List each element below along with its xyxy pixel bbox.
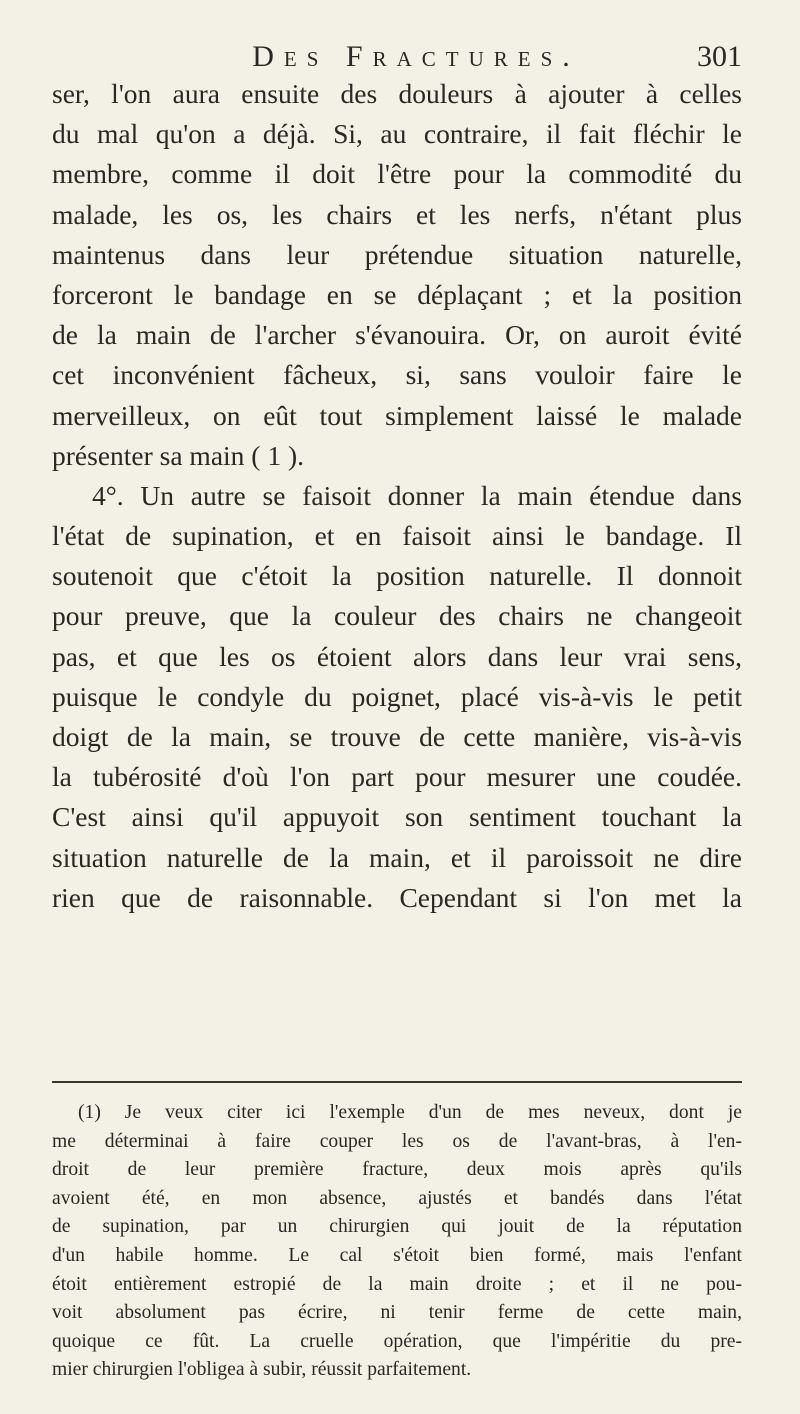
text-line: maintenus dans leur prétendue situation naturelle, [52, 238, 742, 270]
footnote-divider [52, 1081, 742, 1083]
footnote-line: avoient été, en mon absence, ajustés et bandés dans l'état [52, 1187, 742, 1209]
footnote-line: de supination, par un chirurgien qui jouit de la réputation [52, 1216, 742, 1238]
text-line: forceront le bandage en se déplaçant ; et la position [52, 278, 742, 310]
text-line: pour preuve, que la couleur des chairs ne changeoit [52, 600, 742, 632]
footnote-line: me déterminai à faire couper les os de l'avant-bras, à l'en- [52, 1130, 742, 1152]
footnote-line: mier chirurgien l'obligea à subir, réussit parfaitement. [52, 1359, 472, 1381]
footnote-line: étoit entièrement estropié de la main droite ; et il ne pou- [52, 1273, 742, 1295]
footnote-line: d'un habile homme. Le cal s'étoit bien formé, mais l'enfant [52, 1244, 742, 1266]
text-line: de la main de l'archer s'évanouira. Or, on auroit évité [52, 319, 742, 351]
footnote-line: (1) Je veux citer ici l'exemple d'un de mes neveux, dont je [78, 1102, 742, 1123]
main-text [52, 74, 742, 918]
text-line: puisque le condyle du poignet, placé vis-à-vis le petit [52, 680, 742, 712]
footnote-line: quoique ce fût. La cruelle opération, que l'impéritie du pre- [52, 1330, 742, 1352]
text-line: C'est ainsi qu'il appuyoit son sentiment touchant la [52, 801, 742, 833]
running-title: Des Fractures. [252, 40, 580, 73]
page-header [90, 40, 742, 74]
text-line: du mal qu'on a déjà. Si, au contraire, il fait fléchir le [52, 118, 742, 150]
text-line: la tubérosité d'où l'on part pour mesurer une coudée. [52, 761, 742, 793]
text-line: situation naturelle de la main, et il paroissoit ne dire [52, 841, 742, 873]
text-line: l'état de supination, et en faisoit ainsi le bandage. Il [52, 520, 742, 552]
paragraph-start-line: 4°. Un autre se faisoit donner la main étendue dans [92, 479, 742, 511]
text-line: pas, et que les os étoient alors dans leur vrai sens, [52, 640, 742, 672]
text-line: doigt de la main, se trouve de cette manière, vis-à-vis [52, 721, 742, 752]
text-line: ser, l'on aura ensuite des douleurs à ajouter à celles [52, 78, 742, 109]
text-line: présenter sa main ( 1 ). [52, 439, 304, 471]
footnote-line: droit de leur première fracture, deux mois après qu'ils [52, 1159, 742, 1181]
text-line: soutenoit que c'étoit la position naturelle. Il donnoit [52, 560, 742, 592]
text-line: malade, les os, les chairs et les nerfs, n'étant plus [52, 198, 742, 230]
footnote [52, 1099, 742, 1385]
text-line: rien que de raisonnable. Cependant si l'on met la [52, 881, 742, 913]
text-line: cet inconvénient fâcheux, si, sans vouloir faire le [52, 359, 742, 391]
text-line: membre, comme il doit l'être pour la commodité du [52, 158, 742, 190]
text-line: merveilleux, on eût tout simplement laissé le malade [52, 399, 742, 431]
page-number: 301 [697, 40, 742, 73]
footnote-line: voit absolument pas écrire, ni tenir ferme de cette main, [52, 1302, 742, 1324]
